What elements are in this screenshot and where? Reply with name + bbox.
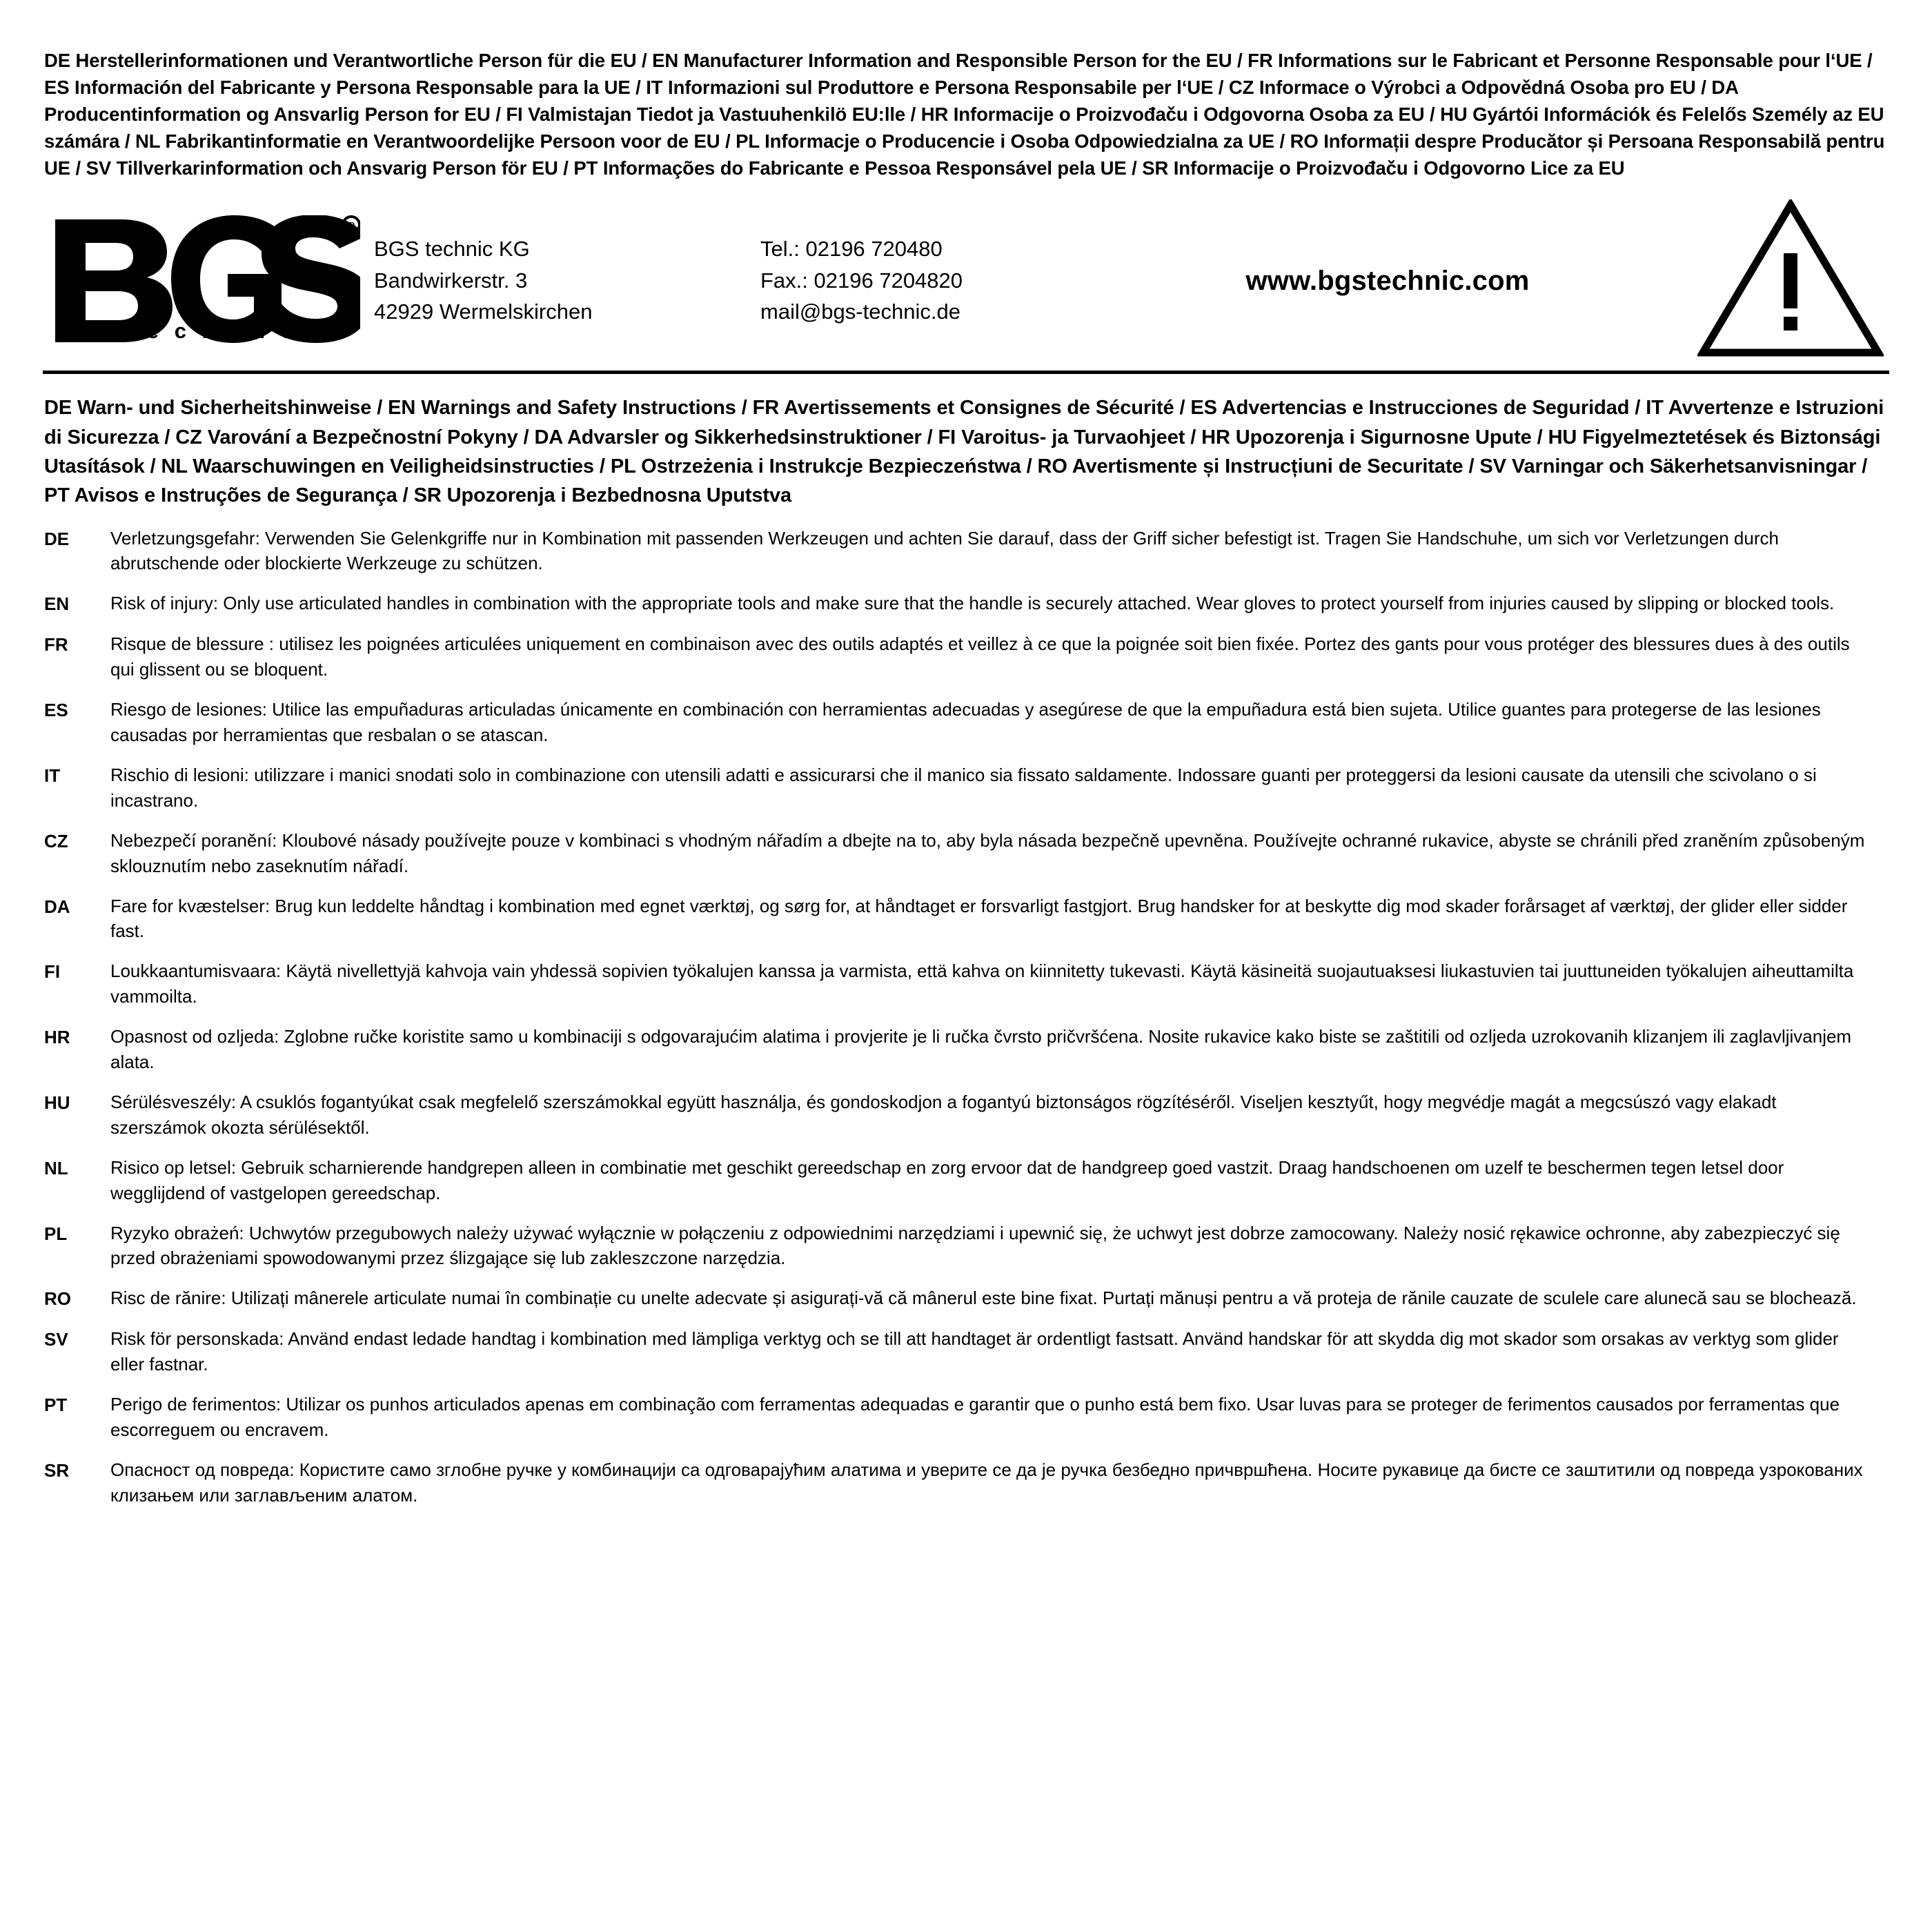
language-code: ES: [44, 700, 68, 721]
list-item: [43, 894, 1889, 945]
company-website: www.bgstechnic.com: [1245, 265, 1530, 296]
language-code: CZ: [44, 830, 68, 851]
list-item: [43, 1024, 1889, 1075]
list-item: [43, 1326, 1889, 1377]
language-code: RO: [44, 1288, 71, 1310]
list-item: [43, 828, 1889, 879]
company-email: mail@bgs-technic.de: [760, 299, 960, 324]
list-item: [43, 1155, 1889, 1206]
instruction-text: Risico op letsel: Gebruik scharnierende handgrepen alleen in combinatie met geschikt gereedschap en zorg ervoor dat de handgreep goed vastzit. Draag handschoenen om uzelf te beschermen tegen letsel door wegglijdend of vastgelopen gereedschap.: [110, 1156, 1784, 1203]
instruction-text: Riesgo de lesiones: Utilice las empuñaduras articuladas únicamente en combinación con herramientas adecuadas y asegúrese de que la empuñadura está bien sujeta. Utilice guantes para protegerse de las lesiones causadas por herramientas que resbalan o se atascan.: [110, 699, 1821, 745]
list-item: [43, 1457, 1889, 1508]
instruction-text: Опасност од повреда: Користите само зглобне ручке у комбинацији са одговарајућим алатима и уверите се да је ручка безбедно причвршћена. Носите рукавице да бисте се заштитили од повреда узрокованих клизањем или заглављеним алатом.: [110, 1459, 1863, 1506]
instruction-text: Risk för personskada: Använd endast ledade handtag i kombination med lämpliga verktyg och se till att handtaget är ordentligt fastsatt. Använd handskar för att skydda dig mot skador som orsakas av verktyg som glider eller fastnar.: [110, 1328, 1839, 1375]
list-item: [43, 1221, 1889, 1272]
language-code: PL: [44, 1223, 68, 1244]
instruction-text: Nebezpečí poranění: Kloubové násady používejte pouze v kombinaci s vhodným nářadím a dbejte na to, aby byla násada bezpečně upevněna. Používejte ochranné rukavice, abyste se chránili před zraněním způsobeným sklouznutím nebo zaseknutím nářadí.: [110, 829, 1865, 876]
language-code: FR: [44, 634, 68, 656]
language-code: HU: [44, 1092, 70, 1113]
instruction-text: Fare for kvæstelser: Brug kun leddelte håndtag i kombination med egnet værktøj, og sørg for, at håndtaget er forsvarligt fastgjort. Brug handsker for at beskytte dig mod skader forårsaget af værktøj, der glider eller sidder fast.: [110, 895, 1848, 942]
language-code: NL: [44, 1157, 68, 1179]
company-telephone: Tel.: 02196 720480: [760, 237, 943, 262]
list-item: [43, 958, 1889, 1009]
warnings-heading: DE Warn- und Sicherheitshinweise / EN Warnings and Safety Instructions / FR Avertissements et Consignes de Sécurité / ES Advertencias e Instrucciones de Seguridad / IT Avvertenze e Istruzioni di Sicurezza / CZ Varování a Bezpečnostní Pokyny / DA Advarsler og Sikkerhedsinstruktioner / FI Varoitus- ja Turvaohjeet / HR Upozorenja i Sigurnosne Upute / HU Figyelmeztetések és Biztonsági Utasítások / NL Waarschuwingen en Veiligheidsinstructies / PL Ostrzeżenia i Instrukcje Bezpieczeństwa / RO Avertismente și Instrucțiuni de Securitate / SV Varningar och Säkerhetsanvisningar / PT Avisos e Instruções de Segurança / SR Upozorenja i Bezbednosna Uputstva: [44, 397, 1884, 507]
bgs-logo: [43, 215, 374, 343]
language-code: EN: [44, 593, 70, 615]
list-item: [43, 1285, 1889, 1312]
language-code: IT: [44, 765, 61, 786]
list-item: [43, 526, 1889, 577]
company-contact-details: [760, 230, 1119, 327]
list-item: [43, 1392, 1889, 1443]
instruction-text: Loukkaantumisvaara: Käytä nivellettyjä kahvoja vain yhdessä sopivien työkalujen kanssa ja varmista, että kahva on kiinnitetty tukevasti. Käytä käsineitä suojautuaksesi liukastuvien tai juuttuneiden työkalujen aiheuttamilta vammoilta.: [110, 960, 1854, 1007]
safety-instructions-list: [43, 526, 1889, 1508]
instruction-text: Risque de blessure : utilisez les poignées articulées uniquement en combinaison avec des outils adaptés et veillez à ce que la poignée soit bien fixée. Portez des gants pour vous protéger des blessures dues à des outils qui glissent ou se bloquent.: [110, 633, 1850, 680]
company-city: 42929 Wermelskirchen: [374, 299, 593, 324]
company-fax: Fax.: 02196 7204820: [760, 268, 963, 293]
instruction-text: Opasnost od ozljeda: Zglobne ručke koristite samo u kombinaciji s odgovarajućim alatima i provjerite je li ručka čvrsto pričvršćena. Nosite rukavice kako biste se zaštitili od ozljeda uzrokovanih klizanjem ili zaglavljivanjem alata.: [110, 1026, 1852, 1073]
list-item: [43, 631, 1889, 682]
instruction-text: Risc de rănire: Utilizați mânerele articulate numai în combinație cu unelte adecvate și asigurați-vă că mânerul este bine fixat. Purtați mănuși pentru a vă proteja de rănile cauzate de sculele care alunecă sau se blochează.: [110, 1288, 1857, 1309]
list-item: [43, 697, 1889, 748]
instruction-text: Ryzyko obrażeń: Uchwytów przegubowych należy używać wyłącznie w połączeniu z odpowiednimi narzędziami i upewnić się, że uchwyt jest dobrze zamocowany. Należy nosić rękawice ochronne, aby zabezpieczyć się przed obrażeniami spowodowanymi przez ślizgające się lub zakleszczone narzędzia.: [110, 1222, 1840, 1269]
svg-text:R: R: [347, 220, 355, 233]
language-code: DA: [44, 896, 70, 917]
language-code: SR: [44, 1459, 70, 1481]
language-code: FI: [44, 961, 61, 983]
list-item: [43, 1090, 1889, 1141]
instruction-text: Perigo de ferimentos: Utilizar os punhos articulados apenas em combinação com ferramentas adequadas e garantir que o punho está bem fixo. Usar luvas para se proteger de ferimentos causados por ferramentas que escorreguem ou encravem.: [110, 1394, 1840, 1441]
language-code: PT: [44, 1394, 68, 1416]
company-street: Bandwirkerstr. 3: [374, 268, 528, 293]
instruction-text: Risk of injury: Only use articulated handles in combination with the appropriate tools and make sure that the handle is securely attached. Wear gloves to protect yourself from injuries caused by slipping or blocked tools.: [110, 593, 1835, 614]
warning-triangle-icon: [1677, 199, 1889, 358]
language-code: DE: [44, 528, 70, 549]
company-address: [374, 230, 760, 327]
instruction-text: Verletzungsgefahr: Verwenden Sie Gelenkgriffe nur in Kombination mit passenden Werkzeugen und achten Sie darauf, dass der Griff sicher befestigt ist. Tragen Sie Handschuhe, um sich vor Verletzungen durch abrutschende oder blockierte Werkzeuge zu schützen.: [110, 527, 1779, 574]
list-item: [43, 591, 1889, 617]
company-name: BGS technic KG: [374, 237, 530, 262]
manufacturer-info-heading: DE Herstellerinformationen und Verantwortliche Person für die EU / EN Manufacturer Information and Responsible Person for the EU / FR Informations sur le Fabricant et Personne Responsable pour l‘UE / ES Información del Fabricante y Persona Responsable para la UE / IT Informazioni sul Produttore e Persona Responsabile per l‘UE / CZ Informace o Výrobci a Odpovědná Osoba pro EU / DA Producentinformation og Ansvarlig Person for EU / FI Valmistajan Tiedot ja Vastuuhenkilö EU:lle / HR Informacije o Proizvođaču i Odgovorna Osoba za EU / HU Gyártói Információk és Felelős Személy az EU számára / NL Fabrikantinformatie en Verantwoordelijke Persoon voor de EU / PL Informacje o Producencie i Osoba Odpowiedzialna za UE / RO Informații despre Producător și Persoana Responsabilă pentru UE / SV Tillverkarinformation och Ansvarig Person för EU / PT Informações do Fabricante e Pessoa Responsável pela UE / SR Informacije o Proizvođaču i Odgovorno Lice za EU: [44, 50, 1885, 179]
instruction-text: Sérülésveszély: A csuklós fogantyúkat csak megfelelő szerszámokkal együtt használja, és gondoskodjon a fogantyú biztonságos rögzítéséről. Viseljen kesztyűt, hogy megvédje magát a megcsúszó vagy elakadt szerszámok okozta sérülésektől.: [110, 1091, 1777, 1138]
language-code: SV: [44, 1329, 68, 1350]
language-code: HR: [44, 1027, 70, 1048]
company-contact-band: [43, 199, 1889, 374]
svg-text:t e c h n i c: t e c h n i c: [124, 318, 298, 343]
instruction-text: Rischio di lesioni: utilizzare i manici snodati solo in combinazione con utensili adatti e assicurarsi che il manico sia fissato saldamente. Indossare guanti per proteggersi da lesioni causate da utensili che scivolano o si incastrano.: [110, 764, 1817, 811]
list-item: [43, 762, 1889, 814]
